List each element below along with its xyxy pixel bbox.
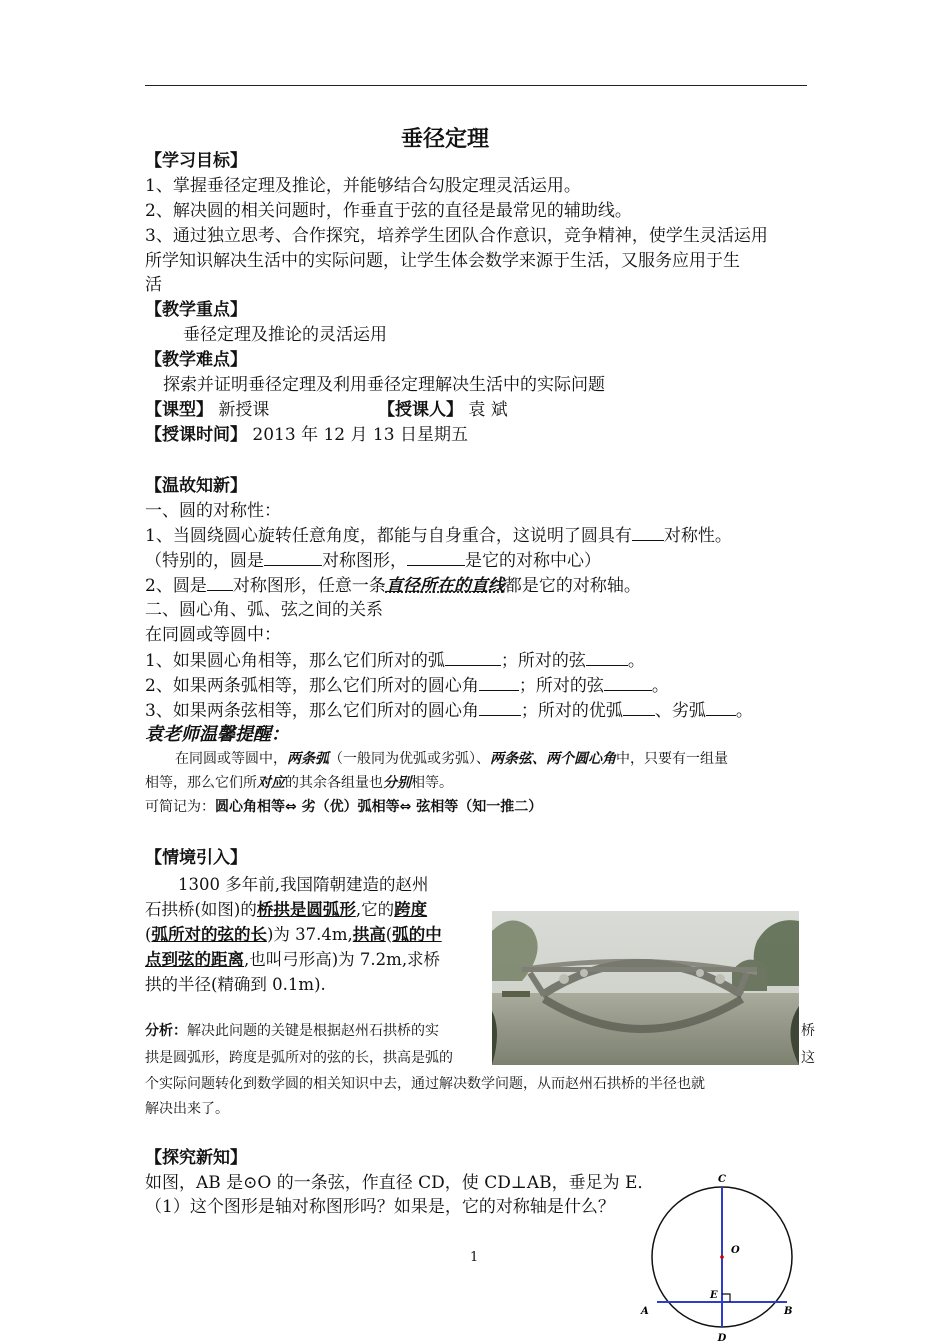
goal-2: 2、解决圆的相关问题时，作垂直于弦的直径是最常见的辅助线。 — [145, 201, 632, 221]
review-5: 二、圆心角、弧、弦之间的关系 — [145, 600, 383, 620]
review-2: 1、当圆绕圆心旋转任意角度，都能与自身重合，这说明了圆具有 对称性。 — [145, 523, 732, 549]
review-3: （特别的，圆是 对称图形， 是它的对称中心） — [145, 548, 601, 574]
page-title: 垂径定理 — [400, 126, 489, 152]
goal-3-line2: 所学知识解决生活中的实际问题，让学生体会数学来源于生活，又服务应用于生 — [145, 251, 740, 271]
key-heading: 【教学重点】 — [145, 300, 247, 320]
label-a: A — [641, 1306, 649, 1317]
label-b: B — [784, 1306, 793, 1317]
blank[interactable] — [479, 673, 519, 691]
analysis-line-4: 解决出来了。 — [145, 1101, 229, 1117]
key-text: 垂径定理及推论的灵活运用 — [183, 325, 387, 345]
tip-title: 袁老师温馨提醒： — [145, 724, 289, 745]
review-9: 3、如果两条弦相等，那么它们所对的圆心角 ；所对的优弧 、劣弧 。 — [145, 698, 753, 724]
scene-line-5: 拱的半径(精确到 0.1m). — [145, 975, 326, 994]
tip-line-1: 在同圆或等圆中，两条弧（一般同为优弧或劣弧）、两条弦、两个圆心角中，只要有一组量 — [175, 751, 728, 767]
type-label: 【课型】 — [145, 400, 213, 420]
blank[interactable] — [445, 648, 501, 666]
blank[interactable] — [706, 698, 736, 716]
difficulty-text: 探索并证明垂径定理及利用垂径定理解决生活中的实际问题 — [163, 375, 605, 395]
time-value: 2013 年 12 月 13 日星期五 — [252, 425, 468, 445]
type-value: 新授课 — [218, 400, 270, 420]
page-number: 1 — [470, 1250, 479, 1265]
difficulty-heading: 【教学难点】 — [145, 350, 247, 370]
review-8: 2、如果两条弧相等，那么它们所对的圆心角 ；所对的弦 。 — [145, 673, 669, 699]
label-c: C — [718, 1174, 726, 1185]
review-4: 2、圆是 对称图形，任意一条直径所在的直线都是它的对称轴。 — [145, 573, 641, 599]
goal-3-line1: 3、通过独立思考、合作探究，培养学生团队合作意识，竞争精神，使学生灵活运用 — [145, 226, 768, 246]
explore-heading: 【探究新知】 — [145, 1148, 247, 1168]
analysis-line-3: 个实际问题转化到数学圆的相关知识中去，通过解决数学问题，从而赵州石拱桥的半径也就 — [145, 1076, 705, 1092]
goal-1: 1、掌握垂径定理及推论，并能够结合勾股定理灵活运用。 — [145, 176, 581, 196]
scene-line-1: 1300 多年前,我国隋朝建造的赵州 — [178, 875, 429, 894]
blank[interactable] — [623, 698, 655, 716]
analysis-line-2: 拱是圆弧形，跨度是弧所对的弦的长，拱高是弧的 这 — [145, 1050, 815, 1066]
review-7: 1、如果圆心角相等，那么它们所对的弧 ；所对的弦 。 — [145, 648, 645, 674]
label-o: O — [731, 1245, 740, 1256]
blank[interactable] — [407, 548, 465, 566]
center-point — [720, 1255, 724, 1259]
tip-line-2: 相等，那么它们所对应的其余各组量也分别相等。 — [145, 775, 453, 791]
right-angle-mark — [722, 1294, 730, 1302]
blank[interactable] — [479, 698, 521, 716]
teacher-info — [378, 398, 508, 423]
blank[interactable] — [264, 548, 322, 566]
review-heading: 【温故知新】 — [145, 476, 247, 496]
blank[interactable] — [632, 523, 664, 541]
explore-line-2: （1）这个图形是轴对称图形吗？如果是，它的对称轴是什么？ — [145, 1197, 615, 1217]
analysis-line-1: 分析：解决此问题的关键是根据赵州石拱桥的实 桥 — [145, 1023, 815, 1039]
scene-line-3: (弧所对的弦的长)为 37.4m,拱高(弧的中 — [145, 925, 442, 944]
explore-line-1: 如图，AB 是⊙O 的一条弦，作直径 CD，使 CD⊥AB，垂足为 E． — [145, 1173, 655, 1193]
teacher-value: 袁 斌 — [468, 400, 508, 420]
scene-heading: 【情境引入】 — [145, 848, 247, 868]
header-rule — [145, 85, 807, 86]
tip-line-3: 可简记为：圆心角相等⇔ 劣（优）弧相等⇔ 弦相等（知一推二） — [145, 799, 543, 815]
review-1: 一、圆的对称性： — [145, 501, 281, 521]
emphasis-diameter-line: 直径所在的直线 — [385, 576, 505, 596]
circle-diagram — [632, 1168, 812, 1344]
label-e: E — [710, 1290, 718, 1301]
goals-heading: 【学习目标】 — [145, 151, 247, 171]
scene-line-2: 石拱桥(如图)的桥拱是圆弧形,它的跨度 — [145, 900, 428, 919]
goal-3-line3: 活 — [145, 275, 162, 295]
time-label: 【授课时间】 — [145, 425, 247, 445]
time-info — [145, 423, 468, 448]
review-6: 在同圆或等圆中： — [145, 625, 281, 645]
scene-line-4: 点到弦的距离,也叫弓形高)为 7.2m,求桥 — [145, 950, 441, 969]
lesson-info — [145, 398, 269, 423]
blank[interactable] — [586, 648, 628, 666]
blank[interactable] — [604, 673, 652, 691]
teacher-label: 【授课人】 — [378, 400, 463, 420]
label-d: D — [717, 1333, 727, 1344]
blank[interactable] — [207, 573, 233, 591]
